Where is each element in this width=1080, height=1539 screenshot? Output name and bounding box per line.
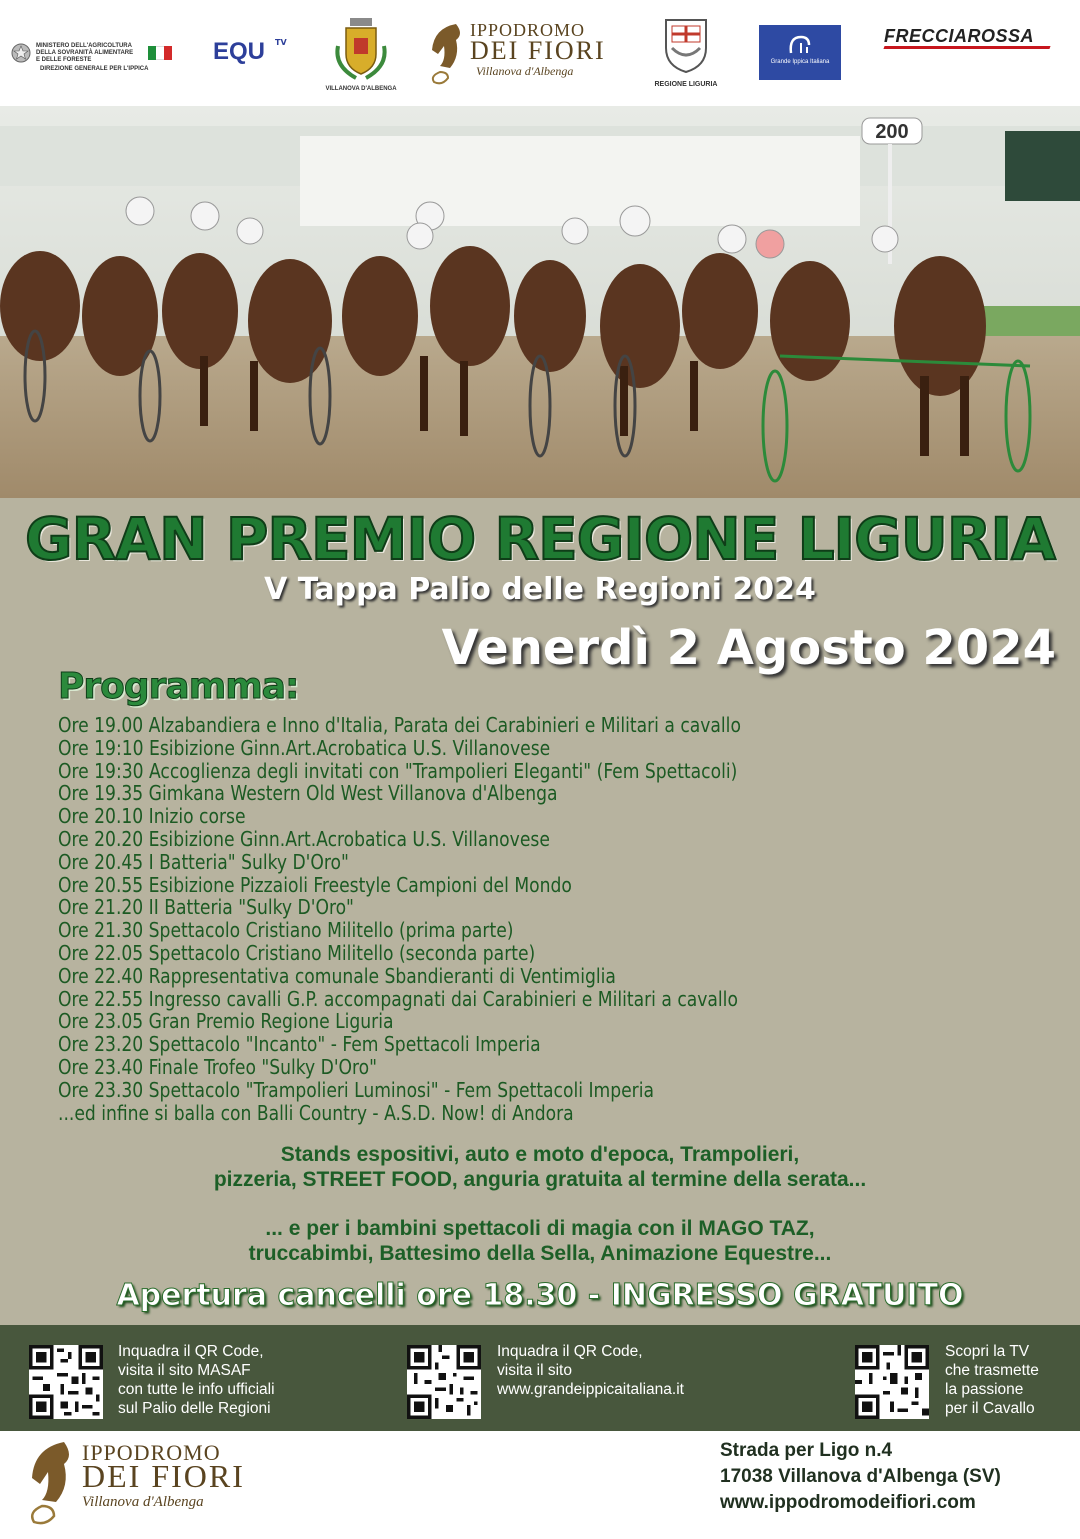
event-subtitle: V Tappa Palio delle Regioni 2024	[264, 572, 816, 607]
schedule-item: Ore 19.35 Gimkana Western Old West Villanova d'Albenga	[58, 781, 558, 806]
program-heading: Programma:	[58, 666, 299, 707]
schedule-item: Ore 20.10 Inizio corse	[58, 804, 246, 829]
gates-opening-banner: Apertura cancelli ore 18.30 - INGRESSO GRATUITO	[116, 1278, 964, 1313]
qr-tv-caption: Scopri la TV che trasmette la passione per il Cavallo	[945, 1343, 1039, 1417]
qr-code-grande-ippica[interactable]	[407, 1345, 481, 1419]
program-schedule-list	[58, 714, 1048, 1124]
schedule-item: Ore 22.05 Spettacolo Cristiano Militello (seconda parte)	[58, 940, 536, 965]
regione-liguria-logo: REGIONE LIGURIA	[648, 18, 724, 94]
ministry-logo: MINISTERO DELL'AGRICOLTURA DELLA SOVRANITÀ ALIMENTARE E DELLE FORESTE DIREZIONE GENERALE PER L'IPPICA	[10, 42, 180, 76]
event-title: GRAN PREMIO REGIONE LIGURIA	[25, 505, 1055, 573]
qr-grande-ippica-caption: Inquadra il QR Code, visita il sito www.grandeippicaitaliana.it	[497, 1343, 684, 1398]
schedule-item: ...ed infine si balla con Balli Country - A.S.D. Now! di Andora	[58, 1100, 574, 1125]
footer-address	[720, 1438, 1001, 1516]
schedule-item: Ore 19:10 Esibizione Ginn.Art.Acrobatica U.S. Villanovese	[58, 735, 551, 760]
header-logos-bar	[0, 0, 1080, 106]
stands-line-2: pizzeria, STREET FOOD, anguria gratuita al termine della serata...	[213, 1168, 867, 1191]
schedule-item: Ore 21.20 II Batteria "Sulky D'Oro"	[58, 895, 354, 920]
ministry-emblem-icon	[10, 42, 32, 64]
schedule-item: Ore 23.20 Spettacolo "Incanto" - Fem Spettacoli Imperia	[58, 1032, 541, 1057]
frecciarossa-logo: FRECCIAROSSA	[884, 26, 1054, 52]
kids-line-1: ... e per i bambini spettacoli di magia con il MAGO TAZ,	[265, 1217, 815, 1240]
crest-icon	[326, 16, 396, 84]
ippodromo-dei-fiori-logo: IPPODROMO DEI FIORI Villanova d'Albenga	[426, 16, 616, 88]
regione-shield-icon	[648, 18, 724, 74]
schedule-item: Ore 21.30 Spettacolo Cristiano Militello (prima parte)	[58, 918, 514, 943]
gii-emblem-icon	[785, 33, 815, 57]
race-scene-image	[0, 106, 1080, 498]
stands-line-1: Stands espositivi, auto e moto d'epoca, Trampolieri,	[280, 1143, 800, 1166]
italian-flag-icon	[148, 46, 172, 60]
footer-ippodromo-logo: IPPODROMO DEI FIORI Villanova d'Albenga	[24, 1438, 284, 1530]
horse-head-icon	[24, 1438, 80, 1526]
address-city: 17038 Villanova d'Albenga (SV)	[720, 1466, 1001, 1487]
kids-line-2: truccabimbi, Battesimo della Sella, Animazione Equestre...	[248, 1242, 832, 1265]
website-link[interactable]: www.ippodromodeifiori.com	[720, 1492, 976, 1513]
grande-ippica-logo: Grande Ippica Italiana	[759, 25, 841, 80]
harness-race-photo	[0, 106, 1080, 498]
schedule-item: Ore 23.40 Finale Trofeo "Sulky D'Oro"	[58, 1054, 378, 1079]
villanova-crest-logo: VILLANOVA D'ALBENGA	[326, 16, 396, 96]
qr-masaf-caption: Inquadra il QR Code, visita il sito MASAF con tutte le info ufficiali sul Palio delle Regioni	[118, 1343, 275, 1417]
horse-head-icon	[426, 20, 470, 86]
schedule-item: Ore 22.55 Ingresso cavalli G.P. accompagnati dai Carabinieri e Militari a cavallo	[58, 986, 738, 1011]
qr-code-tv[interactable]	[855, 1345, 929, 1419]
sign-number: 200	[875, 121, 909, 143]
schedule-item: Ore 20.45 I Batteria" Sulky D'Oro"	[58, 849, 349, 874]
address-street: Strada per Ligo n.4	[720, 1440, 893, 1461]
schedule-item: Ore 22.40 Rappresentativa comunale Sbandieranti di Ventimiglia	[58, 963, 616, 988]
schedule-item: Ore 23.05 Gran Premio Regione Liguria	[58, 1009, 394, 1034]
schedule-item: Ore 19.00 Alzabandiera e Inno d'Italia, Parata dei Carabinieri e Militari a cavallo	[58, 713, 741, 737]
qr-code-masaf[interactable]	[29, 1345, 103, 1419]
equ-tv-logo: EQU TV	[213, 38, 287, 65]
event-date: Venerdì 2 Agosto 2024	[441, 620, 1056, 676]
schedule-item: Ore 20.20 Esibizione Ginn.Art.Acrobatica U.S. Villanovese	[58, 826, 550, 851]
schedule-item: Ore 20.55 Esibizione Pizzaioli Freestyle Campioni del Mondo	[58, 872, 572, 897]
schedule-item: Ore 23.30 Spettacolo "Trampolieri Luminosi" - Fem Spettacoli Imperia	[58, 1077, 654, 1102]
schedule-item: Ore 19:30 Accoglienza degli invitati con "Trampolieri Eleganti" (Fem Spettacoli)	[58, 758, 738, 783]
